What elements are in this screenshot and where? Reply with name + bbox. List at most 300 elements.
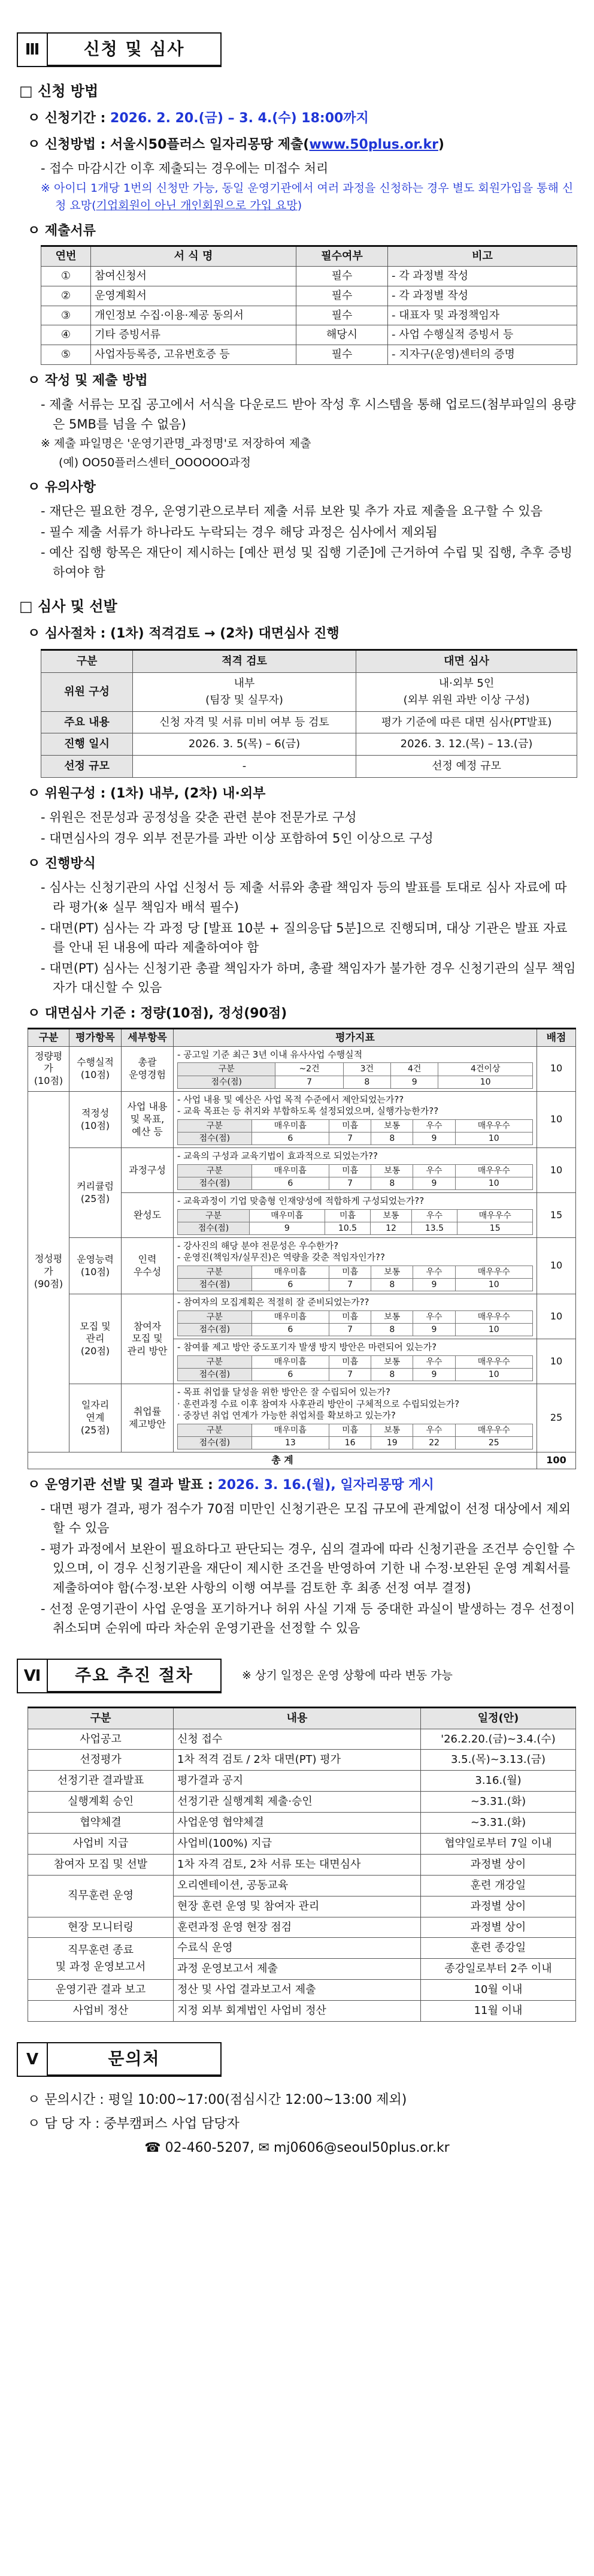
scale-value: 7 — [329, 1324, 371, 1336]
scale-value: 10 — [438, 1076, 533, 1088]
schedule-row — [28, 1834, 576, 1855]
mail-icon: ✉ — [258, 2140, 269, 2156]
section-6-header — [17, 1659, 594, 1693]
final-heading: ㅇ 운영기관 선발 및 결과 발표 : 2026. 3. 16.(월), 일자리몽땅 게시 — [28, 1477, 434, 1493]
eval-sub: 사업 내용 및 목표, 예산 등 — [122, 1091, 174, 1147]
proc-cell-second: 내·외부 5인 (외부 위원 과반 이상 구성) — [356, 672, 577, 711]
eval-sub: 과정구성 — [122, 1148, 174, 1193]
eval-group: 정성평가 (90점) — [28, 1091, 69, 1452]
scale-value: 10 — [455, 1368, 532, 1381]
eval-row — [28, 1091, 576, 1147]
scale-header: 우수 — [413, 1266, 455, 1278]
scale-value: 9 — [250, 1222, 325, 1234]
eval-criteria-line: - 교육의 구성과 교육기법이 효과적으로 되었는가?? — [177, 1150, 378, 1162]
scale-header-row — [178, 1424, 533, 1436]
scale-header: 미흡 — [329, 1355, 371, 1368]
scale-header-row — [178, 1355, 533, 1368]
section-6-title: 주요 추진 절차 — [48, 1659, 222, 1693]
review-procedure: ㅇ 심사절차 : (1차) 적격검토 → (2차) 대면심사 진행 — [28, 626, 340, 641]
caution-item-2: - 필수 제출 서류가 하나라도 누락되는 경우 해당 과정은 심사에서 제외됨 — [41, 524, 438, 539]
scale-header: 구분 — [178, 1063, 275, 1076]
scale-header: 매우미흡 — [251, 1310, 329, 1323]
scale-header-row — [178, 1310, 533, 1323]
scale-header: 미흡 — [325, 1209, 371, 1222]
schedule-content: 1차 자격 검토, 2차 서류 또는 대면심사 — [174, 1854, 421, 1875]
contact-hours: ㅇ 문의시간 : 평일 10:00~17:00(점심시간 12:00~13:00 제외) — [28, 2092, 407, 2108]
section-3-header — [17, 32, 594, 67]
scale-header: 4건이상 — [438, 1063, 533, 1076]
docs-col-name: 서 식 명 — [91, 246, 296, 266]
scale-value: 10 — [455, 1133, 532, 1145]
schedule-date: 과정별 상이 — [421, 1854, 576, 1875]
scale-value-row — [178, 1133, 533, 1145]
scale-header: 매우미흡 — [251, 1424, 329, 1436]
procedure-table — [41, 649, 577, 778]
scale-value: 15 — [457, 1222, 533, 1234]
scale-value: 13 — [251, 1436, 329, 1449]
eval-criteria — [174, 1339, 537, 1384]
section-6-number: Ⅵ — [17, 1659, 48, 1693]
scale-value-row — [178, 1177, 533, 1189]
schedule-date: 훈련 개강일 — [421, 1875, 576, 1896]
scale-header: 구분 — [178, 1164, 252, 1177]
proc-cell-first: 내부 (팀장 및 실무자) — [133, 672, 356, 711]
scale-header: 보통 — [371, 1164, 413, 1177]
eval-score-scale — [177, 1209, 533, 1235]
proc-col-label: 구분 — [41, 650, 133, 672]
committee-heading: ㅇ 위원구성 : (1차) 내부, (2차) 내·외부 — [28, 786, 266, 802]
schedule-type: 직무훈련 종료 및 과정 운영보고서 — [28, 1938, 174, 1980]
eval-criteria-line: - 운영진(책임자/실무진)은 역량을 갖춘 적임자인가?? — [177, 1252, 385, 1263]
proc-row-label: 진행 일시 — [41, 733, 133, 756]
eval-total-label: 총 계 — [28, 1452, 537, 1469]
scale-header: 3건 — [343, 1063, 390, 1076]
schedule-date: 10월 이내 — [421, 1980, 576, 2001]
review-heading: □ 심사 및 선발 — [19, 597, 117, 615]
scale-value: 12 — [371, 1222, 411, 1234]
schedule-row — [28, 1813, 576, 1834]
schedule-type: 선정평가 — [28, 1750, 174, 1771]
scale-header: 매우미흡 — [250, 1209, 325, 1222]
docs-col-remark: 비고 — [388, 246, 577, 266]
schedule-type: 실행계획 승인 — [28, 1792, 174, 1813]
eval-group: 정량평가 (10점) — [28, 1046, 69, 1091]
scale-value-row — [178, 1076, 533, 1088]
eval-criteria — [174, 1384, 537, 1452]
eval-score: 15 — [537, 1193, 576, 1238]
schedule-row — [28, 1792, 576, 1813]
docs-cell: 기타 증빙서류 — [91, 325, 296, 345]
docs-cell: - 각 과정별 작성 — [388, 266, 577, 286]
scale-header-row — [178, 1119, 533, 1132]
scale-header: 4건 — [391, 1063, 438, 1076]
scale-value: 8 — [371, 1368, 413, 1381]
apply-deadline-note: - 접수 마감시간 이후 제출되는 경우에는 미접수 처리 — [41, 161, 329, 176]
section-5-header — [17, 2042, 594, 2077]
scale-header: 매우미흡 — [251, 1355, 329, 1368]
eval-score: 25 — [537, 1384, 576, 1452]
scale-value: 10 — [455, 1324, 532, 1336]
caution-heading: ㅇ 유의사항 — [28, 480, 96, 496]
scale-value: 10.5 — [325, 1222, 371, 1234]
eval-col-item: 평가항목 — [69, 1028, 122, 1046]
section-5-number: Ⅴ — [17, 2042, 48, 2077]
scale-value: 6 — [251, 1177, 329, 1189]
eval-criteria-line: - 사업 내용 및 예산은 사업 목적 수준에서 제안되었는가?? — [177, 1094, 404, 1105]
write-filename-note: ※ 제출 파일명은 '운영기관명_과정명'로 저장하여 제출 — [41, 437, 311, 451]
scale-value: 7 — [329, 1133, 371, 1145]
scale-value: 10 — [455, 1177, 532, 1189]
docs-cell: - 대표자 및 과정책임자 — [388, 306, 577, 325]
scale-header: 우수 — [413, 1164, 455, 1177]
scale-header: 미흡 — [329, 1266, 371, 1278]
eval-score-scale — [177, 1310, 533, 1336]
eval-col-score: 배점 — [537, 1028, 576, 1046]
scale-header-row — [178, 1266, 533, 1278]
schedule-date: 협약일로부터 7일 이내 — [421, 1834, 576, 1855]
eval-item: 운영능력 (10점) — [69, 1237, 122, 1294]
schedule-date: 과정별 상이 — [421, 1917, 576, 1938]
eval-total-row — [28, 1452, 576, 1469]
eval-criteria-line: - 교육과정이 기업 맞춤형 인재양성에 적합하게 구성되었는가?? — [177, 1195, 425, 1207]
scale-header: 매우우수 — [455, 1310, 532, 1323]
proc-cell-first: - — [133, 756, 356, 778]
eval-criteria — [174, 1091, 537, 1147]
scale-header: 구분 — [178, 1424, 252, 1436]
scale-header: 구분 — [178, 1266, 252, 1278]
scale-value: 점수(점) — [178, 1177, 252, 1189]
scale-header: 보통 — [371, 1209, 411, 1222]
docs-cell: 참여신청서 — [91, 266, 296, 286]
scale-value: 점수(점) — [178, 1133, 252, 1145]
scale-value: 8 — [371, 1133, 413, 1145]
scale-header: 구분 — [178, 1209, 250, 1222]
scale-header: 보통 — [371, 1355, 413, 1368]
proc-cell-second: 선정 예정 규모 — [356, 756, 577, 778]
scale-value: 8 — [371, 1279, 413, 1291]
docs-cell: 사업자등록증, 고유번호증 등 — [91, 345, 296, 365]
eval-score: 10 — [537, 1237, 576, 1294]
schedule-content: 평가결과 공지 — [174, 1771, 421, 1792]
eval-sub: 완성도 — [122, 1193, 174, 1238]
scale-header: 매우우수 — [455, 1164, 532, 1177]
scale-header: 우수 — [413, 1355, 455, 1368]
docs-cell: ③ — [41, 306, 91, 325]
scale-header: 보통 — [371, 1266, 413, 1278]
scale-value: 8 — [371, 1324, 413, 1336]
scale-value: 점수(점) — [178, 1324, 252, 1336]
caution-item-3: - 예산 집행 항목은 재단이 제시하는 [예산 편성 및 집행 기준]에 근거하여 수립 및 집행, 추후 증빙하여야 함 — [41, 545, 573, 580]
docs-heading: ㅇ 제출서류 — [28, 223, 96, 238]
contact-email[interactable]: mj0606@seoul50plus.or.kr — [273, 2140, 450, 2156]
apply-period-value: 2026. 2. 20.(금) – 3. 4.(수) 18:00까지 — [110, 111, 369, 126]
schedule-type: 현장 모니터링 — [28, 1917, 174, 1938]
scale-value: 19 — [371, 1436, 413, 1449]
eval-total-value: 100 — [537, 1452, 576, 1469]
contact-person: ㅇ 담 당 자 : 중부캠퍼스 사업 담당자 — [28, 2116, 240, 2132]
scale-value-row — [178, 1279, 533, 1291]
schedule-row — [28, 1729, 576, 1750]
scale-value: 7 — [329, 1279, 371, 1291]
docs-col-no: 연번 — [41, 246, 91, 266]
docs-cell: 필수 — [296, 306, 388, 325]
proc-row — [41, 711, 577, 733]
scale-header: 우수 — [413, 1310, 455, 1323]
scale-header: 보통 — [371, 1310, 413, 1323]
schedule-date: 11월 이내 — [421, 2001, 576, 2022]
schedule-type: 사업비 지급 — [28, 1834, 174, 1855]
schedule-row — [28, 1938, 576, 1959]
eval-criteria-line: - 참여자의 모집계획은 적절히 잘 준비되었는가?? — [177, 1297, 369, 1308]
proc-col-second: 대면 심사 — [356, 650, 577, 672]
schedule-row — [28, 1750, 576, 1771]
proceed-item-3: - 대면(PT) 심사는 신청기관 총괄 책임자가 하며, 총괄 책임자가 불가한 경우 신청기관의 실무 책임자가 대신할 수 있음 — [41, 961, 576, 995]
proc-row-label: 선정 규모 — [41, 756, 133, 778]
docs-cell: ② — [41, 286, 91, 306]
eval-item: 적정성 (10점) — [69, 1091, 122, 1147]
docs-cell: - 각 과정별 작성 — [388, 286, 577, 306]
apply-link[interactable]: www.50plus.or.kr — [309, 137, 438, 153]
eval-item: 커리큘럼 (25점) — [69, 1148, 122, 1238]
proc-col-first: 적격 검토 — [133, 650, 356, 672]
scale-value: 6 — [251, 1368, 329, 1381]
final-item-3: - 선정 운영기관이 사업 운영을 포기하거나 허위 사실 기재 등 중대한 과실이 발생하는 경우 선정이 취소되며 순위에 따라 차순위 운영기관을 선정할 수 있음 — [41, 1601, 575, 1636]
scale-value: 점수(점) — [178, 1436, 252, 1449]
docs-cell: - 지자구(운영)센터의 증명 — [388, 345, 577, 365]
eval-sub: 총괄 운영경험 — [122, 1046, 174, 1091]
schedule-date: 과정별 상이 — [421, 1896, 576, 1917]
docs-table — [41, 245, 577, 365]
write-desc: - 제출 서류는 모집 공고에서 서식을 다운로드 받아 작성 후 시스템을 통해 업로드(첨부파일의 용량은 5MB를 넘을 수 없음) — [41, 397, 576, 431]
eval-criteria — [174, 1046, 537, 1091]
scale-header: 구분 — [178, 1355, 252, 1368]
eval-sub: 취업률 제고방안 — [122, 1384, 174, 1452]
eval-score: 10 — [537, 1046, 576, 1091]
proceed-heading: ㅇ 진행방식 — [28, 856, 96, 872]
eval-item: 모집 및 관리 (20점) — [69, 1294, 122, 1384]
eval-row — [28, 1148, 576, 1193]
docs-cell: 필수 — [296, 266, 388, 286]
scale-header: 매우우수 — [455, 1119, 532, 1132]
evaluation-table — [28, 1028, 576, 1469]
criteria-heading: ㅇ 대면심사 기준 : 정량(10점), 정성(90점) — [28, 1005, 287, 1021]
eval-row — [28, 1384, 576, 1452]
docs-row — [41, 325, 577, 345]
schedule-date: '26.2.20.(금)~3.4.(수) — [421, 1729, 576, 1750]
write-heading: ㅇ 작성 및 제출 방법 — [28, 373, 148, 389]
proc-row — [41, 733, 577, 756]
scale-value: 8 — [371, 1177, 413, 1189]
scale-value: 25 — [455, 1436, 532, 1449]
eval-row — [28, 1294, 576, 1339]
proc-row — [41, 672, 577, 711]
eval-criteria — [174, 1294, 537, 1339]
docs-cell: 필수 — [296, 286, 388, 306]
contact-phone: 02-460-5207, — [165, 2140, 259, 2156]
apply-method-heading: □ 신청 방법 — [19, 83, 99, 99]
scale-value: 9 — [413, 1177, 455, 1189]
schedule-type: 선정기관 결과발표 — [28, 1771, 174, 1792]
eval-item: 수행실적 (10점) — [69, 1046, 122, 1091]
schedule-content: 현장 훈련 운영 및 참여자 관리 — [174, 1896, 421, 1917]
docs-row — [41, 286, 577, 306]
schedule-type: 사업비 정산 — [28, 2001, 174, 2022]
eval-score-scale — [177, 1355, 533, 1381]
scale-value: 점수(점) — [178, 1368, 252, 1381]
eval-criteria-line: · 훈련과정 수료 이후 참여자 사후관리 방안이 구체적으로 수립되었는가? — [177, 1398, 460, 1409]
schedule-date: ~3.31.(화) — [421, 1792, 576, 1813]
scale-header: 매우미흡 — [251, 1164, 329, 1177]
schedule-row — [28, 2001, 576, 2022]
scale-header: 우수 — [411, 1209, 457, 1222]
scale-value: 7 — [329, 1177, 371, 1189]
schedule-row — [28, 1875, 576, 1896]
scale-header: 매우우수 — [455, 1424, 532, 1436]
schedule-content: 지정 외부 회계법인 사업비 정산 — [174, 2001, 421, 2022]
schedule-type: 운영기관 결과 보고 — [28, 1980, 174, 2001]
proceed-item-1: - 심사는 신청기관의 사업 신청서 등 제출 서류와 총괄 책임자 등의 발표를 토대로 심사 자료에 따라 평가(※ 실무 책임자 배석 필수) — [41, 880, 567, 915]
schedule-content: 선정기관 실행계획 제출·승인 — [174, 1792, 421, 1813]
scale-header: 구분 — [178, 1119, 252, 1132]
write-example: (예) OO50플러스센터_OOOOOO과정 — [59, 455, 251, 469]
schedule-date: 3.5.(목)~3.13.(금) — [421, 1750, 576, 1771]
schedule-content: 사업운영 협약체결 — [174, 1813, 421, 1834]
contact-details — [0, 2138, 594, 2158]
docs-cell: ⑤ — [41, 345, 91, 365]
eval-criteria-line: - 공고일 기준 최근 3년 이내 유사사업 수행실적 — [177, 1049, 363, 1060]
schedule-table — [28, 1707, 576, 2022]
schedule-content: 과정 운영보고서 제출 — [174, 1959, 421, 1980]
scale-header: 보통 — [371, 1119, 413, 1132]
scale-header-row — [178, 1164, 533, 1177]
scale-header: 구분 — [178, 1310, 252, 1323]
scale-header: 우수 — [413, 1119, 455, 1132]
eval-score: 10 — [537, 1339, 576, 1384]
schedule-type: 참여자 모집 및 선발 — [28, 1854, 174, 1875]
final-item-2: - 평가 과정에서 보완이 필요하다고 판단되는 경우, 심의 결과에 따라 신청기관을 조건부 승인할 수 있으며, 이 경우 신청기관을 재단이 제시한 조건을 반영하여 기한 내 수정·보완된 운영 계획서를 제출하여야 함(수정·보완 사항의 이행 여부를 검토한 후 최종 선정 여부 결정) — [41, 1541, 575, 1596]
section-5-title: 문의처 — [48, 2042, 222, 2077]
eval-criteria-line: - 교육 목표는 등 취지와 부합하도록 설정되었으며, 실행가능한가?? — [177, 1106, 439, 1117]
eval-criteria — [174, 1193, 537, 1238]
docs-row — [41, 266, 577, 286]
scale-header: 매우우수 — [457, 1209, 533, 1222]
sched-col-content: 내용 — [174, 1707, 421, 1729]
apply-place: ㅇ 신청방법 : 서울시50플러스 일자리몽땅 제출(www.50plus.or.kr) — [28, 137, 444, 153]
committee-item-2: - 대면심사의 경우 외부 전문가를 과반 이상 포함하여 5인 이상으로 구성 — [41, 831, 434, 845]
eval-criteria — [174, 1237, 537, 1294]
scale-value: 6 — [251, 1279, 329, 1291]
eval-score: 10 — [537, 1294, 576, 1339]
eval-sub: 참여자 모집 및 관리 방안 — [122, 1294, 174, 1384]
docs-col-required: 필수여부 — [296, 246, 388, 266]
final-date: 2026. 3. 16.(월), 일자리몽땅 게시 — [217, 1477, 434, 1493]
schedule-content: 사업비(100%) 지급 — [174, 1834, 421, 1855]
scale-value: 9 — [413, 1133, 455, 1145]
final-item-1: - 대면 평가 결과, 평가 점수가 70점 미만인 신청기관은 모집 규모에 관계없이 선정 대상에서 제외할 수 있음 — [41, 1501, 571, 1536]
section-3-title: 신청 및 심사 — [48, 32, 222, 67]
scale-header: 우수 — [413, 1424, 455, 1436]
eval-criteria-line: - 목표 취업률 달성을 위한 방안은 잘 수립되어 있는가? — [177, 1387, 390, 1398]
scale-header: 매우우수 — [455, 1355, 532, 1368]
scale-header: 매우우수 — [455, 1266, 532, 1278]
docs-cell: - 사업 수행실적 증빙서 등 — [388, 325, 577, 345]
scale-header: 보통 — [371, 1424, 413, 1436]
docs-cell: 개인정보 수집·이용·제공 동의서 — [91, 306, 296, 325]
proc-cell-second: 평가 기준에 따른 대면 심사(PT발표) — [356, 711, 577, 733]
schedule-date: ~3.31.(화) — [421, 1813, 576, 1834]
apply-period: ㅇ 신청기간 : 2026. 2. 20.(금) – 3. 4.(수) 18:00까지 — [28, 111, 369, 126]
scale-value: 9 — [413, 1368, 455, 1381]
schedule-content: 신청 접수 — [174, 1729, 421, 1750]
eval-score-scale — [177, 1266, 533, 1291]
schedule-row — [28, 1854, 576, 1875]
scale-value: 10 — [455, 1279, 532, 1291]
scale-value: 점수(점) — [178, 1076, 275, 1088]
scale-value: 7 — [329, 1368, 371, 1381]
schedule-date: 3.16.(월) — [421, 1771, 576, 1792]
docs-row — [41, 306, 577, 325]
eval-sub: 인력 우수성 — [122, 1237, 174, 1294]
scale-value: 점수(점) — [178, 1279, 252, 1291]
apply-account-note: ※ 아이디 1개당 1번의 신청만 가능, 동일 운영기관에서 여러 과정을 신청하는 경우 별도 회원가입을 통해 신청 요망(기업회원이 아닌 개인회원으로 가입 요망) — [41, 181, 574, 213]
sched-col-date: 일정(안) — [421, 1707, 576, 1729]
scale-value: 16 — [329, 1436, 371, 1449]
schedule-row — [28, 1917, 576, 1938]
schedule-type: 사업공고 — [28, 1729, 174, 1750]
docs-cell: ④ — [41, 325, 91, 345]
scale-header: 매우미흡 — [251, 1119, 329, 1132]
scale-header-row — [178, 1209, 533, 1222]
scale-header-row — [178, 1063, 533, 1076]
scale-header: ~2건 — [275, 1063, 343, 1076]
schedule-content: 오리엔테이션, 공동교육 — [174, 1875, 421, 1896]
scale-header: 미흡 — [329, 1424, 371, 1436]
scale-value: 6 — [251, 1324, 329, 1336]
eval-score-scale — [177, 1424, 533, 1449]
scale-header: 미흡 — [329, 1164, 371, 1177]
proc-cell-first: 2026. 3. 5(목) – 6(금) — [133, 733, 356, 756]
schedule-date: 종강일로부터 2주 이내 — [421, 1959, 576, 1980]
schedule-date: 훈련 종강일 — [421, 1938, 576, 1959]
schedule-content: 정산 및 사업 결과보고서 제출 — [174, 1980, 421, 2001]
proc-row-label: 주요 내용 — [41, 711, 133, 733]
eval-criteria — [174, 1148, 537, 1193]
eval-col-sub: 세부항목 — [122, 1028, 174, 1046]
scale-value: 점수(점) — [178, 1222, 250, 1234]
eval-criteria-line: - 강사진의 해당 분야 전문성은 우수한가? — [177, 1240, 339, 1251]
schedule-content: 훈련과정 운영 현장 점검 — [174, 1917, 421, 1938]
schedule-type: 직무훈련 운영 — [28, 1875, 174, 1917]
proc-cell-second: 2026. 3. 12.(목) – 13.(금) — [356, 733, 577, 756]
scale-value: 13.5 — [411, 1222, 457, 1234]
scale-value: 9 — [413, 1324, 455, 1336]
scale-value: 9 — [391, 1076, 438, 1088]
schedule-content: 수료식 운영 — [174, 1938, 421, 1959]
scale-value: 6 — [251, 1133, 329, 1145]
schedule-type: 협약체결 — [28, 1813, 174, 1834]
scale-header: 미흡 — [329, 1119, 371, 1132]
eval-score-scale — [177, 1062, 533, 1088]
docs-cell: 필수 — [296, 345, 388, 365]
scale-value-row — [178, 1324, 533, 1336]
schedule-row — [28, 1771, 576, 1792]
eval-col-criteria: 평가지표 — [174, 1028, 537, 1046]
eval-criteria-line: - 참여률 제고 방안 중도포기자 발생 방지 방안은 마련되어 있는가? — [177, 1342, 437, 1353]
eval-criteria-line: · 중장년 취업 연계가 가능한 취업처를 확보하고 있는가? — [177, 1410, 396, 1421]
committee-item-1: - 위원은 전문성과 공정성을 갖춘 관련 분야 전문가로 구성 — [41, 810, 357, 825]
section-3-number: Ⅲ — [17, 32, 48, 67]
eval-row — [28, 1237, 576, 1294]
